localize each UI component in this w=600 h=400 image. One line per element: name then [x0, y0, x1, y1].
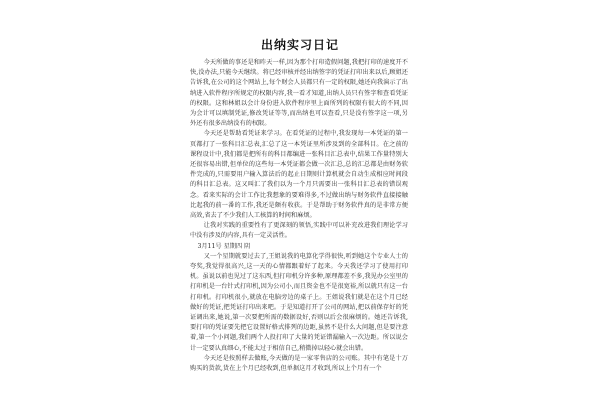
paragraph: 今天还是按照样去做账,今天做的是一家零售店的公司账。其中有笔是十万购买的货款,货在上个月已经收到,但单据这月才收到,所以上个月有一个 — [190, 354, 408, 373]
document-title: 出纳实习日记 — [260, 38, 339, 52]
paragraph: 又一个星期就要过去了,王姐说我的电算化学得很快,听到她这个专业人士的夸奖,我觉得很高兴,这一天的心情都跟着好了起来。今天我还学习了使用打印机。虽说以前也见过了这东西,但打印机分许多种,原理都差不多,我见办公室里的打印机是一台针式打印机,因为公司小,而且资金也不是很宽裕,所以就只有这一台打印机。打印机很小,就放在电脑旁边的桌子上。王姐说我们就是在这个月已经做好的凭证,把凭证打印出来吧。于是知道打开了公司的网站,把以前保存好的凭证调出来,她说,第一次要把所需的数据设好,否则以后会很麻烦的。她还告诉我,要打印的凭证要先把它设置好格式排列的边距,虽然不是什么大问题,但是要注意着,第一个小问题,我们两个人投打印了大量的凭证错漏输入一次边距。所以说会计一定要认真细心,不能太过于相信自己,稍微掉以轻心就会出错。 — [190, 252, 408, 352]
paragraph: 今天所做的事还是和昨天一样,因为那个打印造假问题,我把打印的速度开不快,没办法,只能今天继续。将已经审核并经出纳签字的凭证打印出来以后,顾姐还告诉我,在公司的这个网站上,每个财会人员都只有一定的权限,她还向我演示了出纳进入软件程序所规定的权限内容,我一看才知道,出纳人员只有签字和查看凭证的权限。这和林姐以会计身份进入软件程序里上面所列的权限有很大的不同,因为会计可以填制凭证,修改凭证等等,而出纳也可以查看,只是没有签字这一项,另外还有很多出纳没有的权限。 — [190, 59, 408, 128]
document-body — [190, 58, 408, 374]
paragraph: 让我对实践的重要性有了更深刻的领悟,实践中可以补充改进我们理论学习中没有涉及的内容,具有一定灵活性。 — [190, 222, 408, 240]
diary-date: 3月11号 星期四 阴 — [197, 242, 251, 250]
paragraph: 今天还是帮助看凭证来学习。在看凭证的过程中,我发现每一本凭证的第一页都打了一张科目汇总表,汇总了这一本凭证里所涉及到的全部科目。在之前的课程设计中,我们都是把所有的科目都编进一张科目汇总表中,结果工作量特别大还很容易出错,但单位的这些每一本凭证都会做一次汇总,总的汇总都是由财务软件完成的,只需要用户输入算法后的起止日期则计算机就会自动生成相应时间段的科目汇总表。这又叫汇了我们以为一个月只需要出一张科目汇总表的错误观念。看来实际的会计工作比我想象的要难得多,不过做出纳与财务软件直接接触比起我的前一番的工作,我还是颇有收获。于是帮助于财务软件真的是非常方便高效,省去了不少我们人工核算的时间和麻烦。 — [190, 130, 408, 220]
